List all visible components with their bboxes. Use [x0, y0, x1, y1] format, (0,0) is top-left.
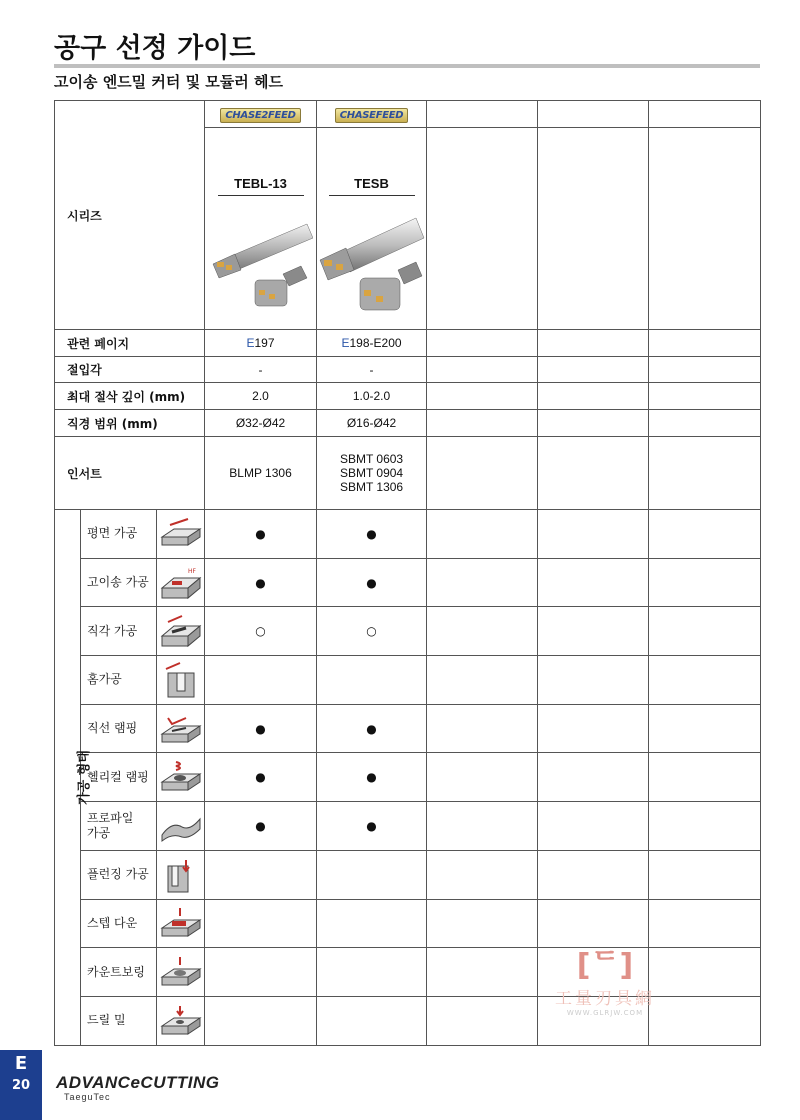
empty-cell: [649, 704, 761, 753]
operation-row: [55, 850, 761, 899]
helical-ramping-icon: [157, 753, 205, 802]
spec-row: [55, 383, 761, 410]
title-rule: [54, 64, 760, 68]
suitability-mark: [317, 850, 427, 899]
empty-cell: [427, 753, 538, 802]
face-milling-icon: [157, 510, 205, 559]
suitability-mark: [317, 656, 427, 705]
watermark-url: WWW.GLRJW.COM: [566, 1009, 644, 1017]
empty-cell: [649, 558, 761, 607]
suitability-mark: [317, 948, 427, 997]
slotting-icon: [157, 656, 205, 705]
spec-value: Ø32-Ø42: [205, 410, 317, 437]
empty-cell: [649, 802, 761, 851]
spec-value: -: [317, 357, 427, 383]
empty-cell: [538, 656, 649, 705]
drill-mill-icon: [157, 996, 205, 1045]
operation-name: 고이송 가공: [81, 558, 157, 607]
empty-cell: [538, 383, 649, 410]
brand-subtitle: TaeguTec: [64, 1092, 111, 1102]
empty-cell: [427, 101, 538, 128]
spec-value: Ø16-Ø42: [317, 410, 427, 437]
spec-value: -: [205, 357, 317, 383]
suitability-mark: [205, 948, 317, 997]
watermark-logo: [ᄃ]: [576, 948, 634, 983]
empty-cell: [427, 607, 538, 656]
empty-cell: [538, 558, 649, 607]
empty-cell: [649, 383, 761, 410]
operation-row: [55, 802, 761, 851]
suitability-mark: [317, 899, 427, 948]
empty-cell: [649, 357, 761, 383]
watermark: [540, 940, 670, 1017]
series-logo-cell: [317, 101, 427, 128]
series-tesb-cell: [317, 128, 427, 330]
empty-cell: [427, 850, 538, 899]
spec-value: 2.0: [205, 383, 317, 410]
empty-cell: [649, 510, 761, 559]
operation-name: 카운트보링: [81, 948, 157, 997]
operation-name: 스텝 다운: [81, 899, 157, 948]
empty-cell: [427, 510, 538, 559]
empty-cell: [538, 128, 649, 330]
spec-value: BLMP 1306: [205, 437, 317, 510]
empty-cell: [538, 607, 649, 656]
empty-cell: [427, 357, 538, 383]
spec-value: E197: [205, 330, 317, 357]
suitability-mark: ●: [205, 704, 317, 753]
suitability-mark: ●: [205, 510, 317, 559]
spec-value: SBMT 0603 SBMT 0904 SBMT 1306: [317, 437, 427, 510]
suitability-mark: [205, 850, 317, 899]
plunging-icon: [157, 850, 205, 899]
operation-row: [55, 704, 761, 753]
suitability-mark: ●: [317, 802, 427, 851]
empty-cell: [427, 558, 538, 607]
empty-cell: [427, 802, 538, 851]
empty-cell: [538, 101, 649, 128]
suitability-mark: [205, 656, 317, 705]
machining-type-group: [55, 510, 92, 1046]
empty-cell: [427, 899, 538, 948]
empty-cell: [538, 704, 649, 753]
series-label: 시리즈: [55, 101, 205, 330]
suitability-mark: [205, 899, 317, 948]
series-tebl-cell: [205, 128, 317, 330]
operation-row: [55, 510, 761, 559]
suitability-mark: ●: [317, 558, 427, 607]
brand-logo: ADVANCeCUTTING: [56, 1073, 220, 1092]
section-tab: [0, 1050, 42, 1120]
empty-cell: [649, 128, 761, 330]
spec-value: E198-E200: [317, 330, 427, 357]
chasefeed-logo: CHASEFEED: [335, 108, 409, 123]
suitability-mark: ●: [317, 510, 427, 559]
spec-row: [55, 330, 761, 357]
empty-cell: [538, 850, 649, 899]
tool-image-tebl: [209, 216, 313, 316]
operation-name: 직선 램핑: [81, 704, 157, 753]
empty-cell: [427, 948, 538, 997]
empty-cell: [538, 510, 649, 559]
operation-name: 평면 가공: [81, 510, 157, 559]
empty-cell: [538, 437, 649, 510]
empty-cell: [427, 704, 538, 753]
empty-cell: [649, 607, 761, 656]
operation-row: [55, 656, 761, 705]
series-logo-row: [55, 101, 761, 128]
suitability-mark: ●: [205, 558, 317, 607]
empty-cell: [649, 410, 761, 437]
empty-cell: [427, 996, 538, 1045]
spec-row: [55, 437, 761, 510]
spec-label: 직경 범위 (mm): [55, 410, 205, 437]
operation-row: [55, 753, 761, 802]
operation-name: 드릴 밀: [81, 996, 157, 1045]
empty-cell: [427, 437, 538, 510]
operation-name: 홈가공: [81, 656, 157, 705]
machining-type-label: 가공 형태: [76, 749, 92, 805]
operation-row: [55, 558, 761, 607]
operation-name: 프로파일 가공: [81, 802, 157, 851]
empty-cell: [427, 330, 538, 357]
empty-cell: [649, 753, 761, 802]
spec-row: [55, 357, 761, 383]
tool-selection-table: [54, 100, 761, 1046]
chase2feed-logo: CHASE2FEED: [220, 108, 300, 123]
section-subtitle: 고이송 엔드밀 커터 및 모듈러 헤드: [54, 73, 283, 91]
linear-ramping-icon: [157, 704, 205, 753]
suitability-mark: ○: [205, 607, 317, 656]
tool-image-tesb: [318, 214, 426, 318]
empty-cell: [427, 383, 538, 410]
suitability-mark: ●: [205, 753, 317, 802]
spec-label: 최대 절삭 깊이 (mm): [55, 383, 205, 410]
section-letter: E: [14, 1053, 28, 1074]
model-name: TEBL-13: [218, 176, 304, 196]
empty-cell: [649, 330, 761, 357]
svg-text:HF: HF: [187, 567, 196, 575]
page-title: 공구 선정 가이드: [54, 33, 256, 64]
operation-name: 직각 가공: [81, 607, 157, 656]
operation-name: 플런징 가공: [81, 850, 157, 899]
spec-label: 인서트: [55, 437, 205, 510]
shoulder-milling-icon: [157, 607, 205, 656]
empty-cell: [427, 410, 538, 437]
watermark-text: 工量刃具網: [555, 989, 655, 1009]
operation-row: [55, 607, 761, 656]
suitability-mark: ○: [317, 607, 427, 656]
empty-cell: [538, 410, 649, 437]
empty-cell: [538, 357, 649, 383]
spec-label: 절입각: [55, 357, 205, 383]
counterboring-icon: [157, 948, 205, 997]
empty-cell: [538, 753, 649, 802]
empty-cell: [649, 101, 761, 128]
suitability-mark: [317, 996, 427, 1045]
profiling-icon: [157, 802, 205, 851]
empty-cell: [538, 330, 649, 357]
spec-label: 관련 페이지: [55, 330, 205, 357]
series-logo-cell: [205, 101, 317, 128]
empty-cell: [427, 128, 538, 330]
suitability-mark: [205, 996, 317, 1045]
empty-cell: [649, 656, 761, 705]
suitability-mark: ●: [317, 704, 427, 753]
page-number: 20: [11, 1078, 31, 1093]
high-feed-milling-icon: [157, 558, 205, 607]
spec-value: 1.0-2.0: [317, 383, 427, 410]
suitability-mark: ●: [205, 802, 317, 851]
step-down-icon: [157, 899, 205, 948]
empty-cell: [649, 850, 761, 899]
empty-cell: [427, 656, 538, 705]
model-name: TESB: [329, 176, 415, 196]
empty-cell: [649, 437, 761, 510]
spec-row: [55, 410, 761, 437]
operation-name: 헬리컬 램핑: [81, 753, 157, 802]
suitability-mark: ●: [317, 753, 427, 802]
empty-cell: [538, 802, 649, 851]
